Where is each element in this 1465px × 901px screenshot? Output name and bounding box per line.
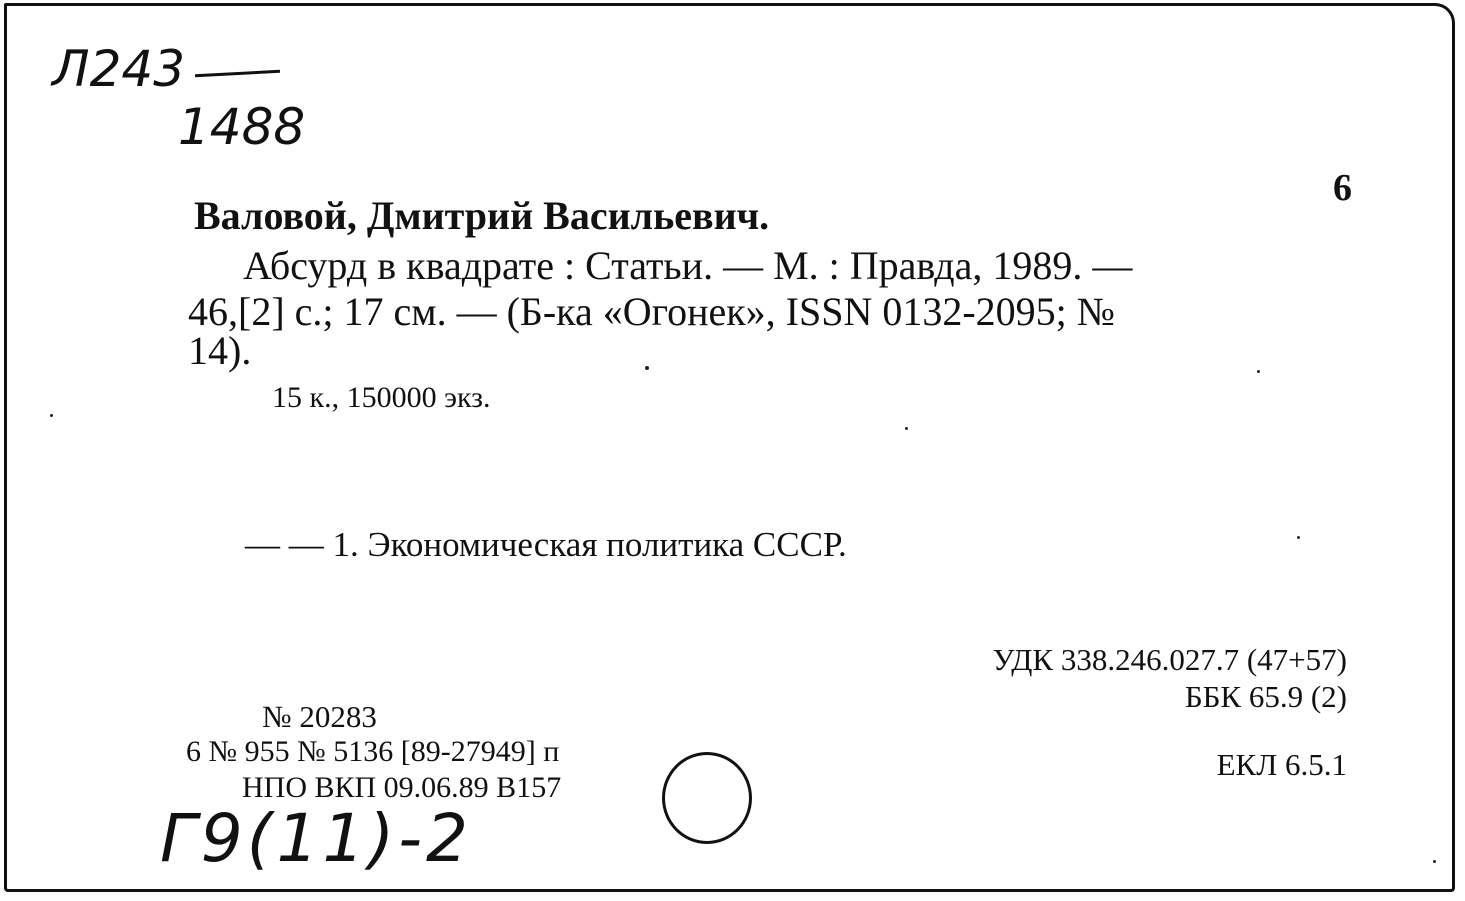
corner-number: 6: [1333, 167, 1352, 209]
udk-code: УДК 338.246.027.7 (47+57): [992, 642, 1347, 677]
author-heading: Валовой, Дмитрий Васильевич.: [194, 193, 770, 238]
handwritten-year: 1488: [178, 98, 306, 156]
ekl-code: ЕКЛ 6.5.1: [1216, 747, 1347, 782]
circle-mark: [662, 752, 752, 844]
price-run: 15 к., 150000 экз.: [272, 381, 491, 414]
speckle: [50, 414, 53, 417]
title-line-3: 14).: [188, 328, 252, 373]
speckle: [1433, 860, 1436, 863]
speckle: [1297, 536, 1300, 539]
handwritten-shelf-code: Г9(11)-2: [160, 800, 473, 877]
subject-heading: — — 1. Экономическая политика СССР.: [245, 525, 847, 564]
speckle: [645, 366, 649, 370]
print-info-line-1: 6 № 955 № 5136 [89-27949] п: [186, 735, 560, 768]
handwritten-number: Л243: [52, 40, 186, 98]
speckle: [1257, 370, 1260, 373]
bbk-code: ББК 65.9 (2): [1184, 679, 1347, 714]
card-number: № 20283: [262, 699, 377, 734]
print-info-line-2: НПО ВКП 09.06.89 В157: [242, 771, 562, 804]
speckle: [905, 427, 908, 430]
title-line-1: Абсурд в квадрате : Статьи. — М. : Правда, 1989. —: [243, 243, 1133, 288]
title-line-2: 46,[2] с.; 17 см. — (Б-ка «Огонек», ISSN 0132-2095; №: [188, 289, 1115, 334]
